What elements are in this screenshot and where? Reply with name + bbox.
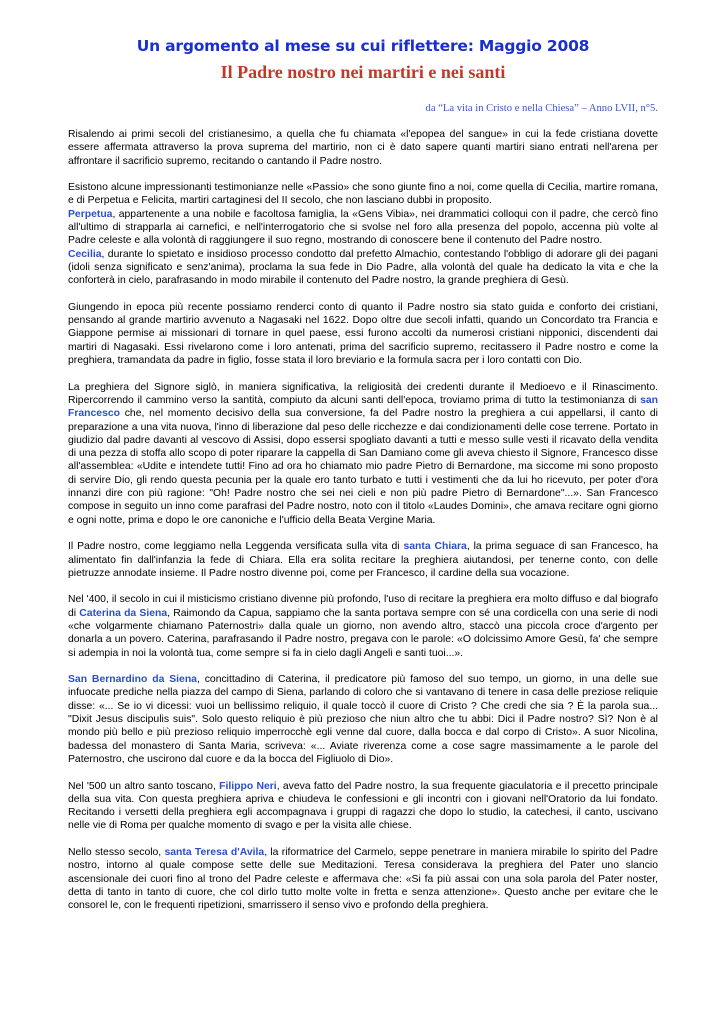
paragraph xyxy=(68,593,658,659)
paragraph-text: Esistono alcune impressionanti testimonianze nelle «Passio» che sono giunte fino a noi, come quella di Cecilia, martire romana, e di Perpetua e Felicita, martiri cartaginesi del II secolo, che non lasciano dubbi in proposito. xyxy=(68,182,658,207)
paragraph-text: , aveva fatto del Padre nostro, la sua frequente giaculatoria e il precetto principale della sua vita. Con questa preghiera apriva e chiudeva le confessioni e gli incontri con i giovani nell'Oratorio da lui fondato. Recitando i versetti della preghiera egli accompagnava i gruppi di ragazzi che dopo lo studio, la catechesi, il canto, uscivano nelle vie di Roma per qualche momento di svago e per la visita alle chiese. xyxy=(68,780,658,832)
saint-name: Filippo Neri xyxy=(219,780,277,792)
paragraph-text: Giungendo in epoca più recente possiamo renderci conto di quanto il Padre nostro sia stato guida e conforto dei cristiani, pensando al grande martirio avvenuto a Nagasaki nel 1622. Dopo oltre due secoli infatti, quando un Concordato tra Francia e Giappone permise ai missionari di tornare in quel paese, essi furono accolti da numerosi cristiani nipponici, discendenti dai martiri di Nagasaki. Essi rivelarono come i loro antenati, prima del sacrificio supremo, recitassero il Padre nostro e come la preghiera, tramandata da padre in figlio, fosse stata il loro breviario e la formula sacra per i loro contatti con Dio. xyxy=(68,301,658,367)
paragraph-text: La preghiera del Signore siglò, in maniera significativa, la religiosità dei credenti durante il Medioevo e il Rinascimento. Ripercorrendo il cammino verso la santità, compiuto da alcuni santi dell'epoca, troviamo prima di tutto la testimonianza di xyxy=(68,381,658,406)
paragraph-text: Risalendo ai primi secoli del cristianesimo, a quella che fu chiamata «l'epopea del sangue» in cui la fede cristiana dovette essere affermata attraverso la prova suprema del martirio, non ci è dato sapere quanti martiri siano entrati nell'arena per affrontare il sacrificio supremo, recitando o cantando il Padre nostro. xyxy=(68,129,658,167)
paragraph xyxy=(68,208,658,248)
paragraph-text: , la riformatrice del Carmelo, seppe penetrare in maniera mirabile lo spirito del Padre nostro, intorno al quale compose sette delle sue Meditazioni. Teresa considerava la preghiera del Pater uno slancio ascensionale dei cuori fino al trono del Padre celeste e affermava che: «Si fa più assai con una sola parola del Pater noster, detta di tanto in tanto di cuore, che col dirlo tutto molte volte in fretta e senza attenzione». Questo anche per evitare che le consorel le, con le frequenti ripetizioni, smarrissero il senso vivo e profondo della preghiera. xyxy=(68,847,659,912)
paragraph-text: , Raimondo da Capua, sappiamo che la santa portava sempre con sé una cordicella con una serie di nodi «che volgarmente chiamano Paternostri» dalla quale un giorno, non avendo altro, staccò una piccola croce d'argento per donarla a un povero. Caterina, parafrasando il Padre nostro, pregava con le parole: «O dolcissimo Amore Gesù, fa' che sempre si adempia in noi la volontà tua, come sempre si fa in cielo dagli Angeli e santi tuoi...». xyxy=(68,607,658,659)
paragraph xyxy=(68,540,658,580)
page-subtitle: Il Padre nostro nei martiri e nei santi xyxy=(220,62,506,82)
paragraph-text: Il Padre nostro, come leggiamo nella Leggenda versificata sulla vita di xyxy=(68,541,404,553)
paragraph-text: , la prima seguace di san Francesco, ha alimentato fin dall'infanzia la fede di Chiara. Ella era solita recitare la preghiera aiutandosi, per tenerne conto, con delle pietruzze annodate insieme. Il Padre nostro divenne poi, come per Francesco, il cardine della sua vocazione. xyxy=(68,541,658,579)
saint-name: Perpetua xyxy=(68,208,113,220)
saint-name: santa Teresa d'Avila xyxy=(164,847,265,859)
paragraph xyxy=(68,128,658,168)
saint-name: San Bernardino da Siena xyxy=(68,674,197,686)
source-citation: da “La vita in Cristo e nella Chiesa” – Anno LVII, n°5. xyxy=(425,103,658,114)
article-body xyxy=(68,128,658,913)
saint-name: san Francesco xyxy=(68,394,658,420)
saint-name: santa Chiara xyxy=(403,541,467,553)
paragraph xyxy=(68,301,658,367)
paragraph-text: che, nel momento decisivo della sua conversione, fa del Padre nostro la preghiera a cui appellarsi, il canto di preparazione a una vita nuova, l'inno di liberazione dal peso delle ricchezze e dai condizionamenti delle cose terrene. Portato in giudizio dal padre davanti al vescovo di Assisi, dopo essersi spogliato davanti a tutti e messo sulle vesti il ricavato della vendita di una pezza di stoffa allo scopo di poter riparare la cappella di San Damiano come gli aveva chiesto il Signore, Francesco disse all'assemblea: «Udite e intendete tutti! Fino ad ora ho chiamato mio padre Pietro di Bernardone, ma siccome mi sono proposto di servire Dio, gli rendo questa pecunia per la quale ero tanto turbato e tutti i vestimenti che da lui ho ricevuto, per poter d'ora innanzi dire con più ragione: "Oh! Padre nostro che sei nei cieli e non più padre Pietro di Bernardone"...». San Francesco compose in seguito un inno come parafrasi del Padre nostro, noto con il titolo «Laudes Domini», che amava recitare ogni giorno e ogni notte, prima e dopo le ore canoniche e l'ufficio della Beata Vergine Maria. xyxy=(68,408,658,526)
paragraph xyxy=(68,780,658,833)
paragraph-text: Nello stesso secolo, xyxy=(68,847,165,859)
paragraph xyxy=(68,248,658,288)
paragraph xyxy=(68,673,658,766)
paragraph xyxy=(68,181,658,208)
page-title: Un argomento al mese su cui riflettere: Maggio 2008 xyxy=(136,37,590,55)
paragraph-text: , concittadino di Caterina, il predicatore più famoso del suo tempo, un giorno, in una delle sue infuocate prediche nella piazza del campo di Siena, parlando di coloro che si vantavano di tenere in casa delle preziose reliquie disse: «... Se io vi dicessi: vuoi un bellissimo reliquio, il quale toccò il cuore di Cristo ? Che credi che sia ? È la parola sua... "Dixit Jesus discipulis suis". Solo questo reliquio è più prezioso che niun altro che tu abbi: Dici il Padre nostro? Sì? Non è al mondo più bello e più prezioso reliquio imperrocchè egli venne dal cuore, dalla bocca e dal corpo di Cristo». A suor Nicolina, badessa del monastero di Santa Maria, scriveva: «... Aviate riverenza come a cose sagre massimamente a le parole del Paternostro, che uscirono dal cuore e da la bocca del Figliuolo di Dio». xyxy=(68,674,658,765)
paragraph xyxy=(68,381,658,527)
paragraph-text: Nel '500 un altro santo toscano, xyxy=(68,780,220,792)
saint-name: Cecilia xyxy=(68,248,102,260)
paragraph xyxy=(68,846,658,912)
paragraph-text: , appartenente a una nobile e facoltosa famiglia, la «Gens Vibia», nei drammatici colloqui con il padre, che cercò fino all'ultimo di strapparla ai carnefici, e nell'interrogatorio che si svolse nel foro alla presenza del popolo, accenna più volte al Padre celeste e alla volontà di raggiungere il suo regno, mostrando di conoscere bene il contenuto del Padre nostro. xyxy=(68,208,658,247)
paragraph-text: Nel '400, il secolo in cui il misticismo cristiano divenne più profondo, l'uso di recitare la preghiera era molto diffuso e dal biografo di xyxy=(68,594,658,619)
paragraph-text: , durante lo spietato e insidioso processo condotto dal prefetto Almachio, contestando l'obbligo di adorare gli dei pagani (idoli senza significato e senz'anima), proclama la sua fede in Dio Padre, alla volontà del quale ha dedicato la vita e che la conforterà in cielo, parafrasando in modo mirabile il contenuto del Padre nostro, la grande preghiera di Gesù. xyxy=(68,248,658,287)
saint-name: Caterina da Siena xyxy=(79,607,168,619)
document-page xyxy=(68,36,658,926)
